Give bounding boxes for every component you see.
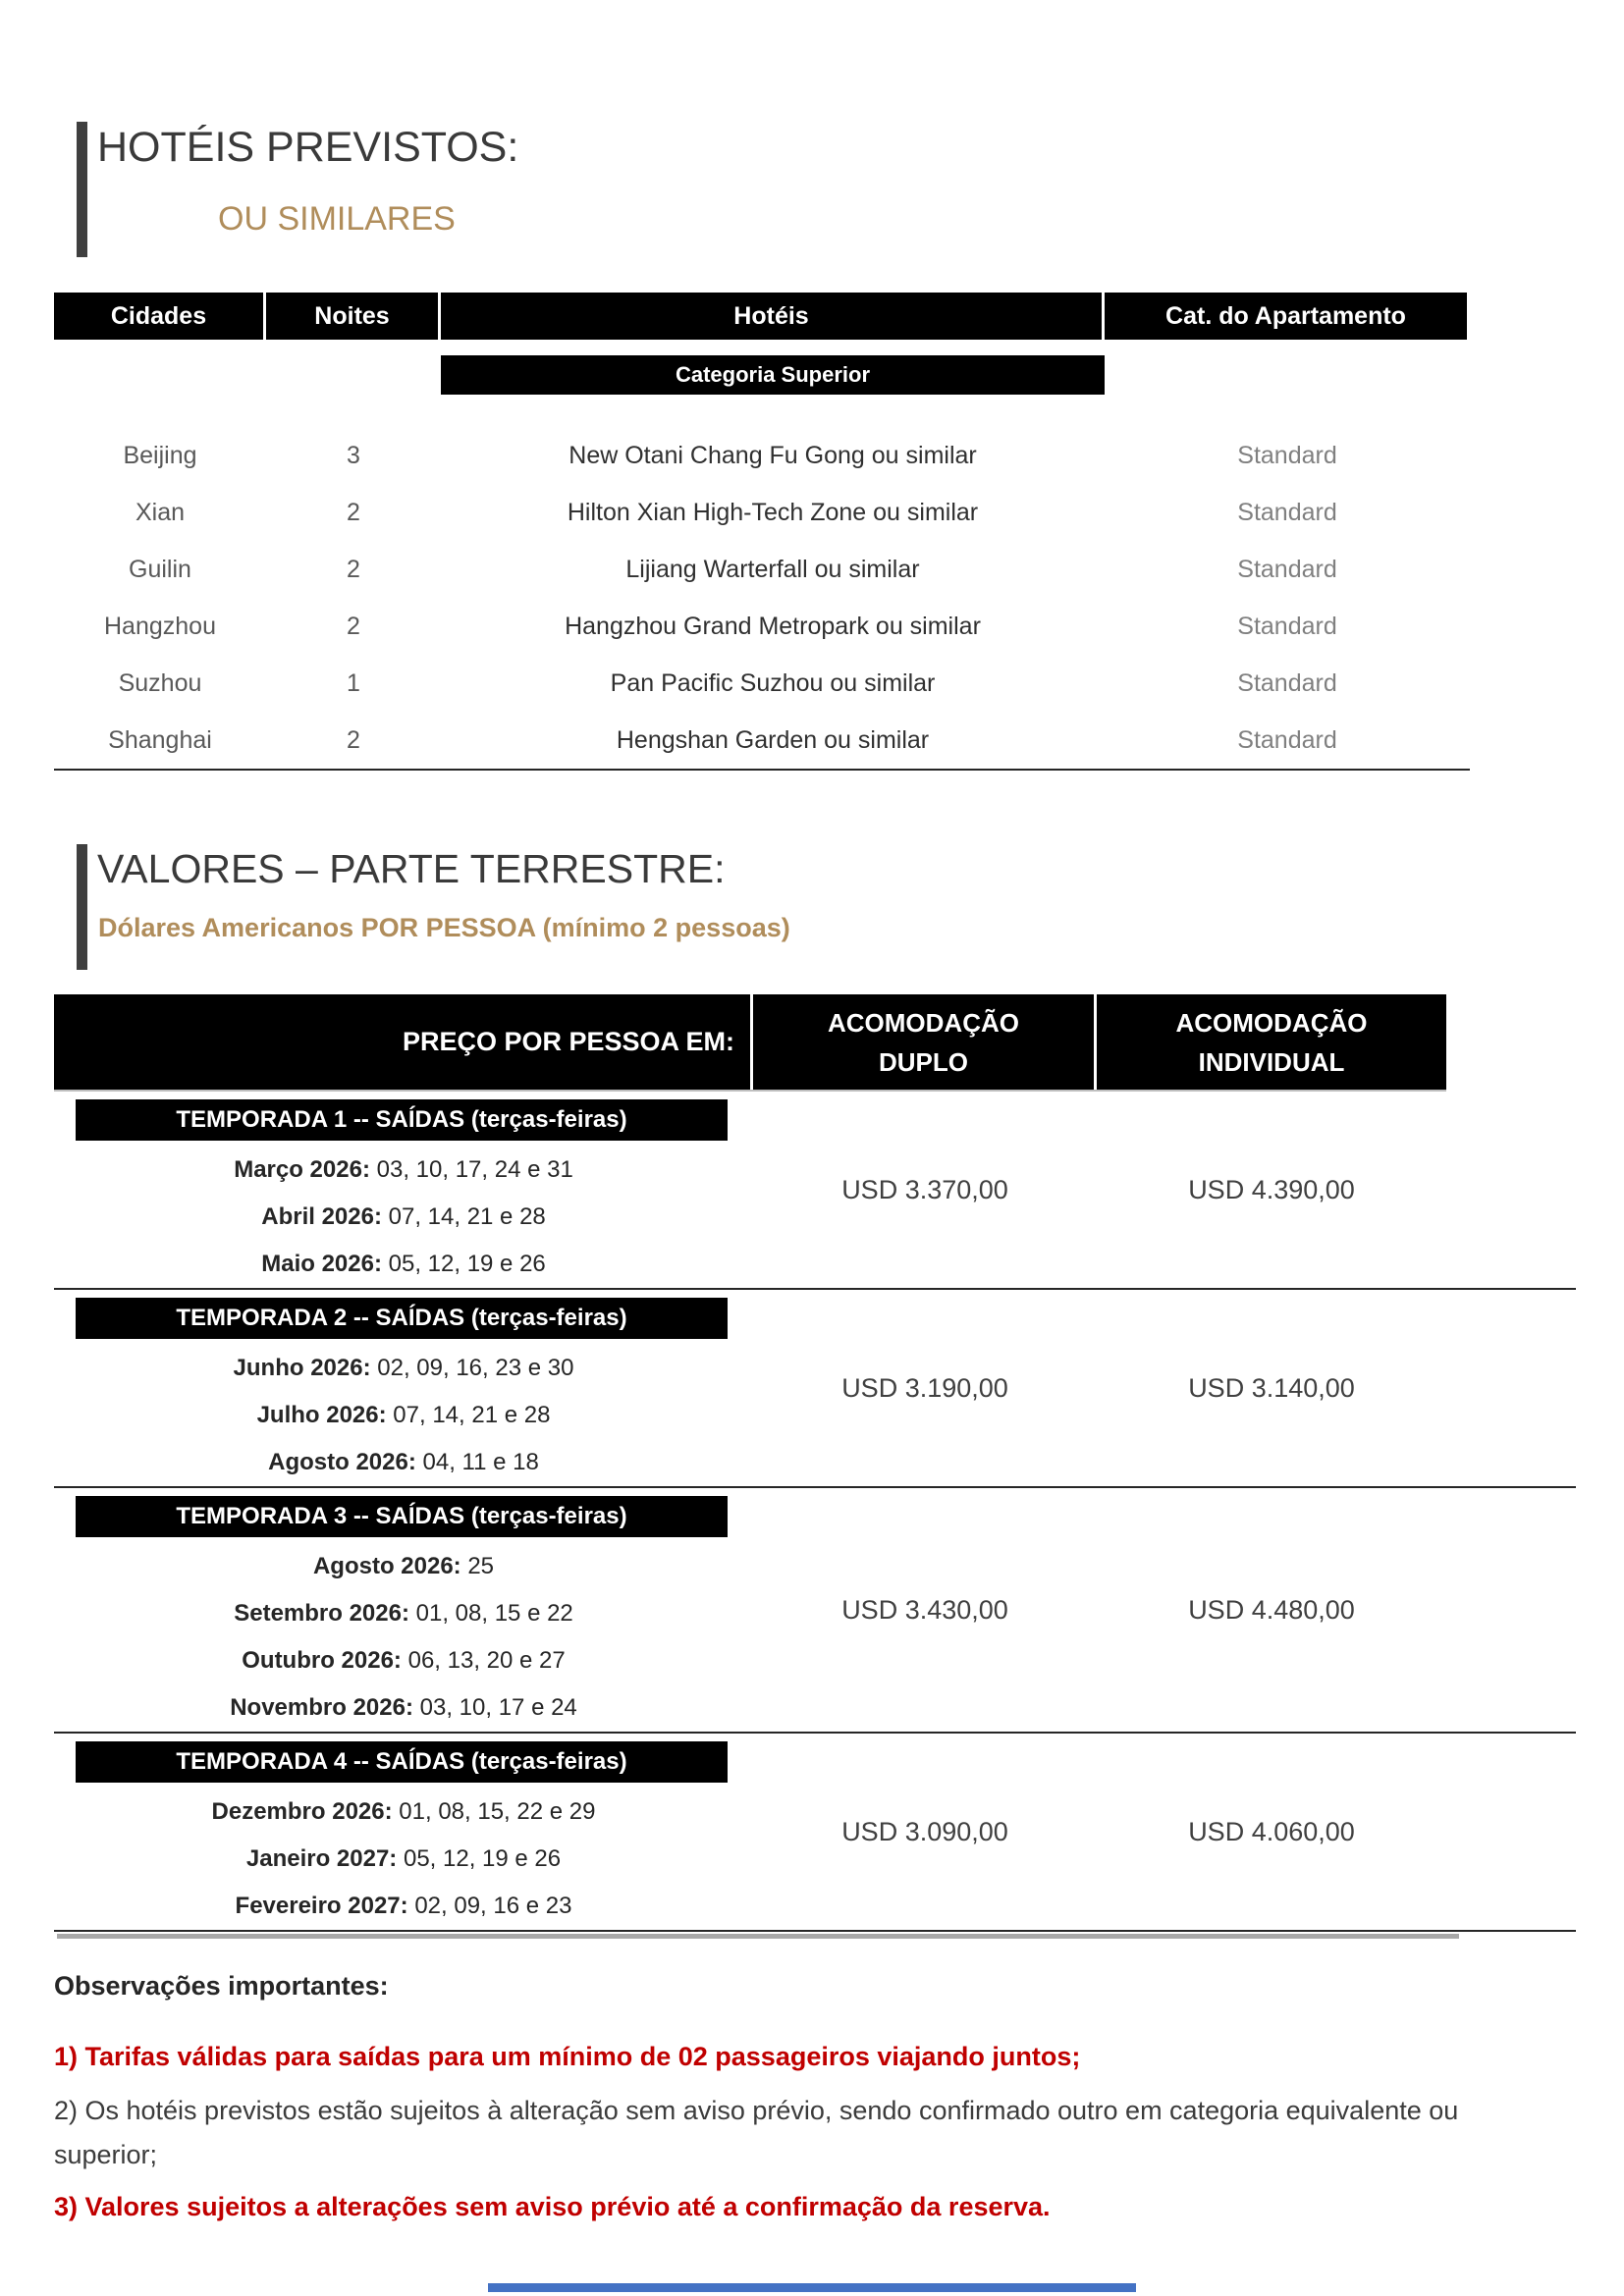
date-days: 02, 09, 16 e 23: [414, 1893, 572, 1919]
season-block-3: [54, 1488, 1576, 1734]
season-date-line: [54, 1392, 753, 1439]
hotel-cell: New Otani Chang Fu Gong ou similar: [568, 441, 977, 469]
date-days: 02, 09, 16, 23 e 30: [377, 1355, 574, 1381]
spacer: [1446, 1488, 1576, 1732]
price-single: USD 4.390,00: [1188, 1174, 1355, 1204]
season-date-line: [54, 1883, 753, 1930]
hotel-cell: Lijiang Warterfall ou similar: [625, 555, 920, 583]
season-block-1: [54, 1092, 1576, 1290]
date-month-label: Agosto 2026:: [268, 1449, 416, 1475]
price-double: USD 3.430,00: [841, 1594, 1008, 1625]
table-row: [54, 541, 1470, 598]
subtitle-dolares: Dólares Americanos POR PESSOA (mínimo 2 pessoas): [98, 913, 790, 942]
city-cell: Guilin: [129, 555, 191, 583]
season-dates: [54, 1734, 753, 1930]
header-noites: Noites: [266, 293, 438, 340]
table-row: [54, 484, 1470, 541]
notes-heading: Observações importantes:: [54, 1971, 389, 2001]
footer-divider: [488, 2283, 1136, 2292]
price-single: USD 4.060,00: [1188, 1816, 1355, 1846]
heading-accent-bar: [77, 122, 87, 257]
subtitle-ou-similares: OU SIMILARES: [218, 200, 456, 238]
header-preco-por-pessoa: PREÇO POR PESSOA EM:: [54, 994, 750, 1090]
hotel-cell: Hangzhou Grand Metropark ou similar: [565, 612, 981, 640]
date-days: 03, 10, 17 e 24: [419, 1694, 577, 1721]
category-cell: Standard: [1237, 498, 1337, 526]
season-date-line: [54, 1590, 753, 1637]
date-month-label: Março 2026:: [234, 1156, 370, 1183]
page-title-hotels: HOTÉIS PREVISTOS:: [97, 124, 519, 171]
date-month-label: Outubro 2026:: [242, 1647, 402, 1674]
date-days: 06, 13, 20 e 27: [407, 1647, 566, 1674]
header-acomodacao-duplo: [753, 994, 1094, 1090]
category-cell: Standard: [1237, 612, 1337, 640]
season-banner: TEMPORADA 4 -- SAÍDAS (terças-feiras): [76, 1741, 728, 1783]
spacer: [1446, 1290, 1576, 1486]
date-month-label: Fevereiro 2027:: [235, 1893, 408, 1919]
date-month-label: Junho 2026:: [233, 1355, 371, 1381]
date-days: 03, 10, 17, 24 e 31: [376, 1156, 573, 1183]
page-title-valores: VALORES – PARTE TERRESTRE:: [97, 846, 726, 891]
date-month-label: Janeiro 2027:: [245, 1845, 398, 1872]
date-days: 07, 14, 21 e 28: [388, 1203, 546, 1230]
header-acomodacao-individual: [1097, 994, 1446, 1090]
category-cell: Standard: [1237, 441, 1337, 469]
header-line: DUPLO: [879, 1046, 968, 1077]
season-block-2: [54, 1290, 1576, 1488]
date-month-label: Julho 2026:: [256, 1402, 387, 1428]
price-double: USD 3.190,00: [841, 1372, 1008, 1403]
season-dates: [54, 1092, 753, 1288]
season-block-4: [54, 1734, 1576, 1932]
season-date-line: [54, 1543, 753, 1590]
date-days: 05, 12, 19 e 26: [403, 1845, 562, 1872]
date-days: 05, 12, 19 e 26: [388, 1251, 546, 1277]
date-month-label: Abril 2026:: [261, 1203, 382, 1230]
spacer: [1446, 1092, 1576, 1288]
date-month-label: Dezembro 2026:: [211, 1798, 393, 1825]
table-row: [54, 598, 1470, 655]
season-dates: [54, 1488, 753, 1732]
spacer: [1446, 1734, 1576, 1930]
season-banner: TEMPORADA 1 -- SAÍDAS (terças-feiras): [76, 1099, 728, 1141]
nights-cell: 2: [347, 555, 360, 583]
season-dates: [54, 1290, 753, 1486]
date-month-label: Setembro 2026:: [234, 1600, 409, 1627]
city-cell: Beijing: [123, 441, 197, 469]
city-cell: Xian: [135, 498, 186, 526]
date-month-label: Maio 2026:: [261, 1251, 382, 1277]
city-cell: Hangzhou: [104, 612, 216, 640]
heading-accent-bar: [77, 844, 87, 970]
season-date-line: [54, 1637, 753, 1684]
price-double: USD 3.370,00: [841, 1174, 1008, 1204]
header-hoteis: Hotéis: [441, 293, 1102, 340]
date-days: 07, 14, 21 e 28: [393, 1402, 551, 1428]
date-days: 01, 08, 15 e 22: [415, 1600, 573, 1627]
season-date-line: [54, 1194, 753, 1241]
city-cell: Suzhou: [118, 668, 202, 697]
category-cell: Standard: [1237, 555, 1337, 583]
note-2: 2) Os hotéis previstos estão sujeitos à alteração sem aviso prévio, sendo confirmado outro em categoria equivalente ou superior;: [54, 2096, 1459, 2169]
header-cat-apartamento: Cat. do Apartamento: [1105, 293, 1467, 340]
hotels-table: [54, 293, 1470, 771]
section-divider: [57, 1934, 1459, 1939]
hotels-table-header: [54, 293, 1470, 340]
nights-cell: 2: [347, 725, 360, 754]
pricing-table: [54, 994, 1576, 1932]
date-days: 25: [467, 1553, 495, 1579]
category-banner: Categoria Superior: [441, 355, 1105, 395]
hotels-table-body: [54, 427, 1470, 771]
season-date-line: [54, 1241, 753, 1288]
date-days: 04, 11 e 18: [422, 1449, 539, 1475]
notes-section: [54, 1971, 1463, 2229]
season-date-line: [54, 1439, 753, 1486]
hotel-cell: Pan Pacific Suzhou ou similar: [610, 668, 936, 697]
header-line: ACOMODAÇÃO: [828, 1007, 1019, 1038]
table-row: [54, 712, 1470, 769]
price-single: USD 4.480,00: [1188, 1594, 1355, 1625]
header-line: ACOMODAÇÃO: [1175, 1007, 1368, 1038]
nights-cell: 2: [347, 498, 360, 526]
season-date-line: [54, 1789, 753, 1836]
table-row: [54, 655, 1470, 712]
nights-cell: 2: [347, 612, 360, 640]
hotel-cell: Hengshan Garden ou similar: [616, 725, 930, 754]
category-cell: Standard: [1237, 668, 1337, 697]
note-1: 1) Tarifas válidas para saídas para um mínimo de 02 passageiros viajando juntos;: [54, 2042, 1081, 2071]
hotel-cell: Hilton Xian High-Tech Zone ou similar: [567, 498, 979, 526]
date-month-label: Novembro 2026:: [230, 1694, 413, 1721]
header-line: INDIVIDUAL: [1198, 1046, 1345, 1077]
season-date-line: [54, 1147, 753, 1194]
season-date-line: [54, 1684, 753, 1732]
price-double: USD 3.090,00: [841, 1816, 1008, 1846]
price-single: USD 3.140,00: [1188, 1372, 1355, 1403]
table-row: [54, 427, 1470, 484]
season-date-line: [54, 1836, 753, 1883]
date-month-label: Agosto 2026:: [312, 1553, 461, 1579]
note-3: 3) Valores sujeitos a alterações sem aviso prévio até a confirmação da reserva.: [54, 2192, 1051, 2221]
category-cell: Standard: [1237, 725, 1337, 754]
date-days: 01, 08, 15, 22 e 29: [399, 1798, 596, 1825]
pricing-table-header: [54, 994, 1446, 1092]
nights-cell: 3: [347, 441, 360, 469]
season-banner: TEMPORADA 2 -- SAÍDAS (terças-feiras): [76, 1298, 728, 1339]
nights-cell: 1: [347, 668, 360, 697]
city-cell: Shanghai: [108, 725, 212, 754]
season-banner: TEMPORADA 3 -- SAÍDAS (terças-feiras): [76, 1496, 728, 1537]
season-date-line: [54, 1345, 753, 1392]
header-cidades: Cidades: [54, 293, 263, 340]
